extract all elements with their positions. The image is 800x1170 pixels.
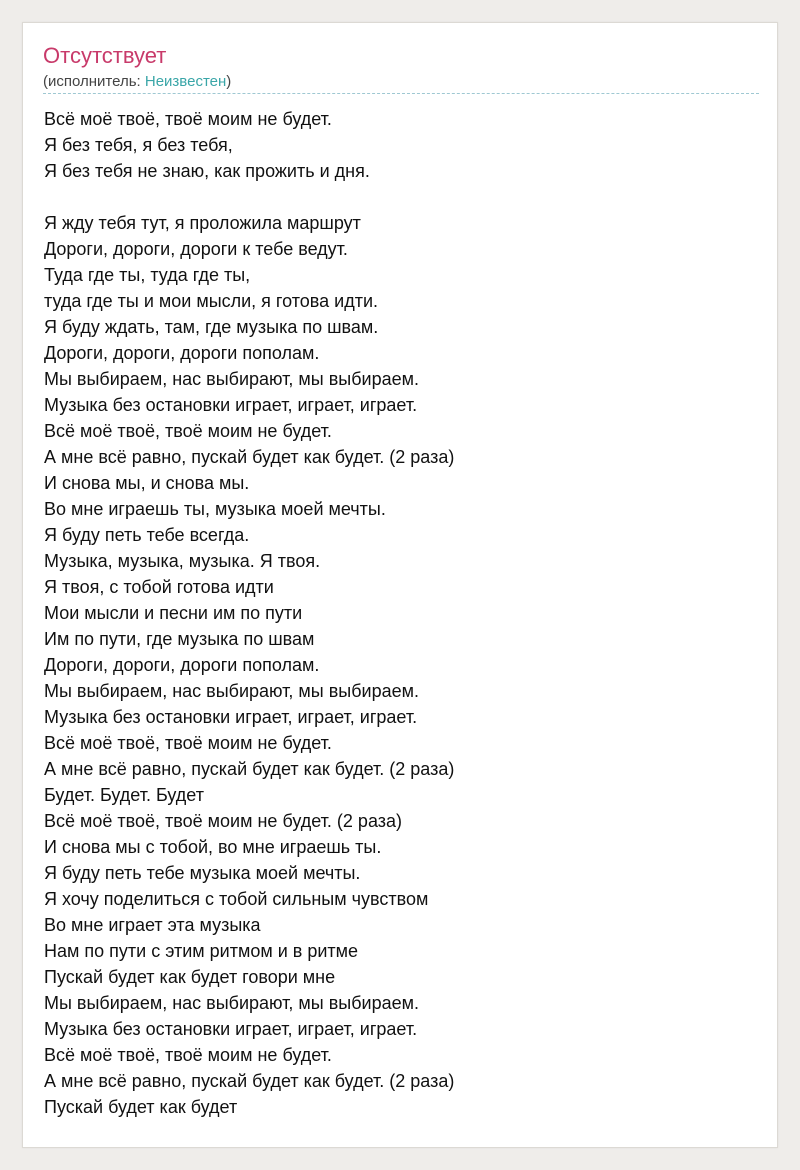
lyric-line: Я буду ждать, там, где музыка по швам. xyxy=(44,317,379,337)
artist-link[interactable]: Неизвестен xyxy=(144,73,227,90)
lyrics-text xyxy=(44,106,756,1120)
lyric-line: Во мне играешь ты, музыка моей мечты. xyxy=(44,499,386,519)
title-divider xyxy=(43,93,759,94)
lyric-line: Пускай будет как будет xyxy=(44,1097,238,1117)
lyric-line: Всё моё твоё, твоё моим не будет. (2 раза) xyxy=(44,811,403,831)
lyrics-stanza xyxy=(44,106,756,184)
artist-line xyxy=(43,73,231,91)
lyric-line: Всё моё твоё, твоё моим не будет. xyxy=(44,1045,332,1065)
lyric-line: Мои мысли и песни им по пути xyxy=(44,603,303,623)
lyric-line: Им по пути, где музыка по швам xyxy=(44,629,315,649)
lyric-line: Музыка, музыка, музыка. Я твоя. xyxy=(44,551,321,571)
lyric-line: туда где ты и мои мысли, я готова идти. xyxy=(44,291,379,311)
lyric-line: Я без тебя не знаю, как прожить и дня. xyxy=(44,161,370,181)
lyrics-card xyxy=(22,22,778,1148)
song-title: Отсутствует xyxy=(43,43,167,68)
lyric-line: Я буду петь тебе всегда. xyxy=(44,525,250,545)
lyric-line: Я без тебя, я без тебя, xyxy=(44,135,233,155)
lyric-line: Я твоя, с тобой готова идти xyxy=(44,577,274,597)
lyric-line: Я буду петь тебе музыка моей мечты. xyxy=(44,863,361,883)
lyric-line: Я хочу поделиться с тобой сильным чувством xyxy=(44,889,429,909)
lyric-line: Музыка без остановки играет, играет, играет. xyxy=(44,1019,418,1039)
lyric-line: Музыка без остановки играет, играет, играет. xyxy=(44,395,418,415)
lyric-line: И снова мы с тобой, во мне играешь ты. xyxy=(44,837,382,857)
lyric-line: Мы выбираем, нас выбирают, мы выбираем. xyxy=(44,681,419,701)
lyric-line: Всё моё твоё, твоё моим не будет. xyxy=(44,109,332,129)
lyric-line: Будет. Будет. Будет xyxy=(44,785,204,805)
lyric-line: Всё моё твоё, твоё моим не будет. xyxy=(44,733,332,753)
lyric-line: Туда где ты, туда где ты, xyxy=(44,265,251,285)
lyric-line: А мне всё равно, пускай будет как будет. (2 раза) xyxy=(44,447,455,467)
lyric-line: Дороги, дороги, дороги пополам. xyxy=(44,655,320,675)
lyric-line: Мы выбираем, нас выбирают, мы выбираем. xyxy=(44,369,419,389)
lyric-line: Всё моё твоё, твоё моим не будет. xyxy=(44,421,332,441)
lyric-line: А мне всё равно, пускай будет как будет. (2 раза) xyxy=(44,1071,455,1091)
stanza-spacer xyxy=(44,184,756,210)
lyric-line: И снова мы, и снова мы. xyxy=(44,473,250,493)
lyric-line: Нам по пути с этим ритмом и в ритме xyxy=(44,941,359,961)
lyric-line: Я жду тебя тут, я проложила маршрут xyxy=(44,213,361,233)
lyric-line: Дороги, дороги, дороги пополам. xyxy=(44,343,320,363)
artist-suffix: ) xyxy=(226,73,232,90)
lyric-line: Музыка без остановки играет, играет, играет. xyxy=(44,707,418,727)
lyric-line: Пускай будет как будет говори мне xyxy=(44,967,336,987)
lyric-line: Мы выбираем, нас выбирают, мы выбираем. xyxy=(44,993,419,1013)
lyrics-stanza xyxy=(44,210,756,1120)
lyric-line: Дороги, дороги, дороги к тебе ведут. xyxy=(44,239,348,259)
lyric-line: А мне всё равно, пускай будет как будет. (2 раза) xyxy=(44,759,455,779)
artist-prefix: (исполнитель: xyxy=(43,73,145,90)
lyric-line: Во мне играет эта музыка xyxy=(44,915,261,935)
